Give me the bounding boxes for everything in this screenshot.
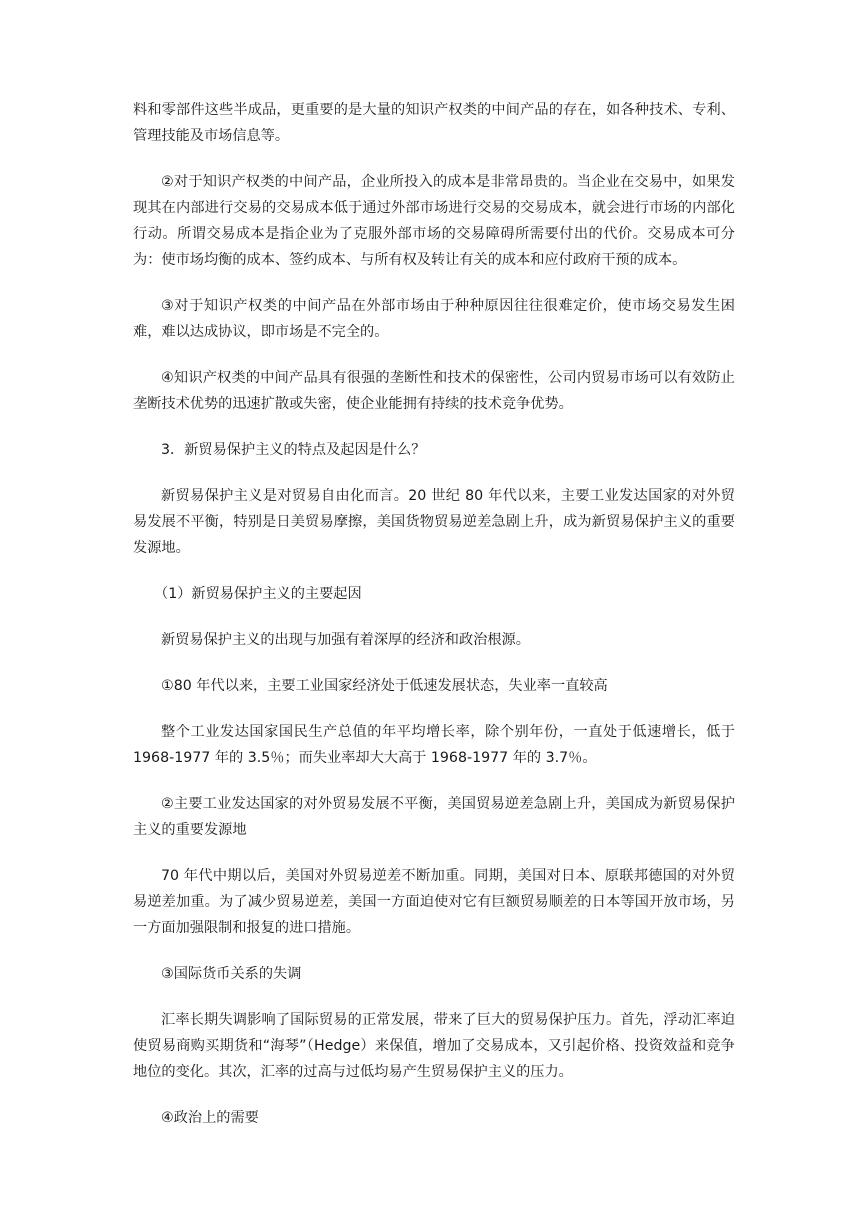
- paragraph-point-4: ④知识产权类的中间产品具有很强的垄断性和技术的保密性，公司内贸易市场可以有效防止垄断技术优势的迅速扩散或失密，使企业能拥有持续的技术竞争优势。: [133, 370, 735, 412]
- paragraph-point-3: ③对于知识产权类的中间产品在外部市场由于种种原因往往很难定价，使市场交易发生困难，难以达成协议，即市场是不完全的。: [133, 298, 735, 340]
- paragraph-intro: 新贸易保护主义是对贸易自由化而言。20 世纪 80 年代以来，主要工业发达国家的对外贸易发展不平衡，特别是日美贸易摩擦，美国货物贸易逆差急剧上升，成为新贸易保护主义的重要发源地。: [133, 488, 735, 556]
- paragraph-cause-2: 70 年代中期以后，美国对外贸易逆差不断加重。同期，美国对日本、原联邦德国的对外贸易逆差加重。为了减少贸易逆差，美国一方面迫使对它有巨额贸易顺差的日本等国开放市场，另一方面加强限制和报复的进口措施。: [133, 868, 735, 936]
- paragraph-continuation: 料和零部件这些半成品，更重要的是大量的知识产权类的中间产品的存在，如各种技术、专利、管理技能及市场信息等。: [133, 102, 735, 144]
- subheading-cause-2: ②主要工业发达国家的对外贸易发展不平衡，美国贸易逆差急剧上升，美国成为新贸易保护主义的重要发源地: [133, 796, 735, 838]
- paragraph-point-2: ②对于知识产权类的中间产品，企业所投入的成本是非常昂贵的。当企业在交易中，如果发现其在内部进行交易的交易成本低于通过外部市场进行交易的交易成本，就会进行市场的内部化行动。所谓交易成本是指企业为了克服外部市场的交易障碍所需要付出的代价。交易成本可分为：使市场均衡的成本、签约成本、与所有权及转让有关的成本和应付政府干预的成本。: [133, 174, 735, 268]
- paragraph-cause-3: 汇率长期失调影响了国际贸易的正常发展，带来了巨大的贸易保护压力。首先，浮动汇率迫使贸易商购买期货和“海琴”（Hedge）来保值，增加了交易成本，又引起价格、投资效益和竞争地位的变化。其次，汇率的过高与过低均易产生贸易保护主义的压力。: [133, 1012, 735, 1080]
- subheading-cause-3: ③国际货币关系的失调: [161, 966, 302, 982]
- subheading-cause-1: ①80 年代以来，主要工业国家经济处于低速发展状态，失业率一直较高: [161, 678, 608, 694]
- paragraph-causes-intro: 新贸易保护主义的出现与加强有着深厚的经济和政治根源。: [161, 632, 530, 648]
- document-body: [133, 97, 735, 1151]
- question-heading: 3．新贸易保护主义的特点及起因是什么？: [161, 442, 426, 458]
- paragraph-cause-1: 整个工业发达国家国民生产总值的年平均增长率，除个别年份，一直处于低速增长，低于 1968-1977 年的 3.5％；而失业率却大大高于 1968-1977 年的 3.7％。: [133, 724, 735, 766]
- section-heading-causes: （1）新贸易保护主义的主要起因: [154, 586, 362, 602]
- subheading-cause-4: ④政治上的需要: [161, 1110, 259, 1126]
